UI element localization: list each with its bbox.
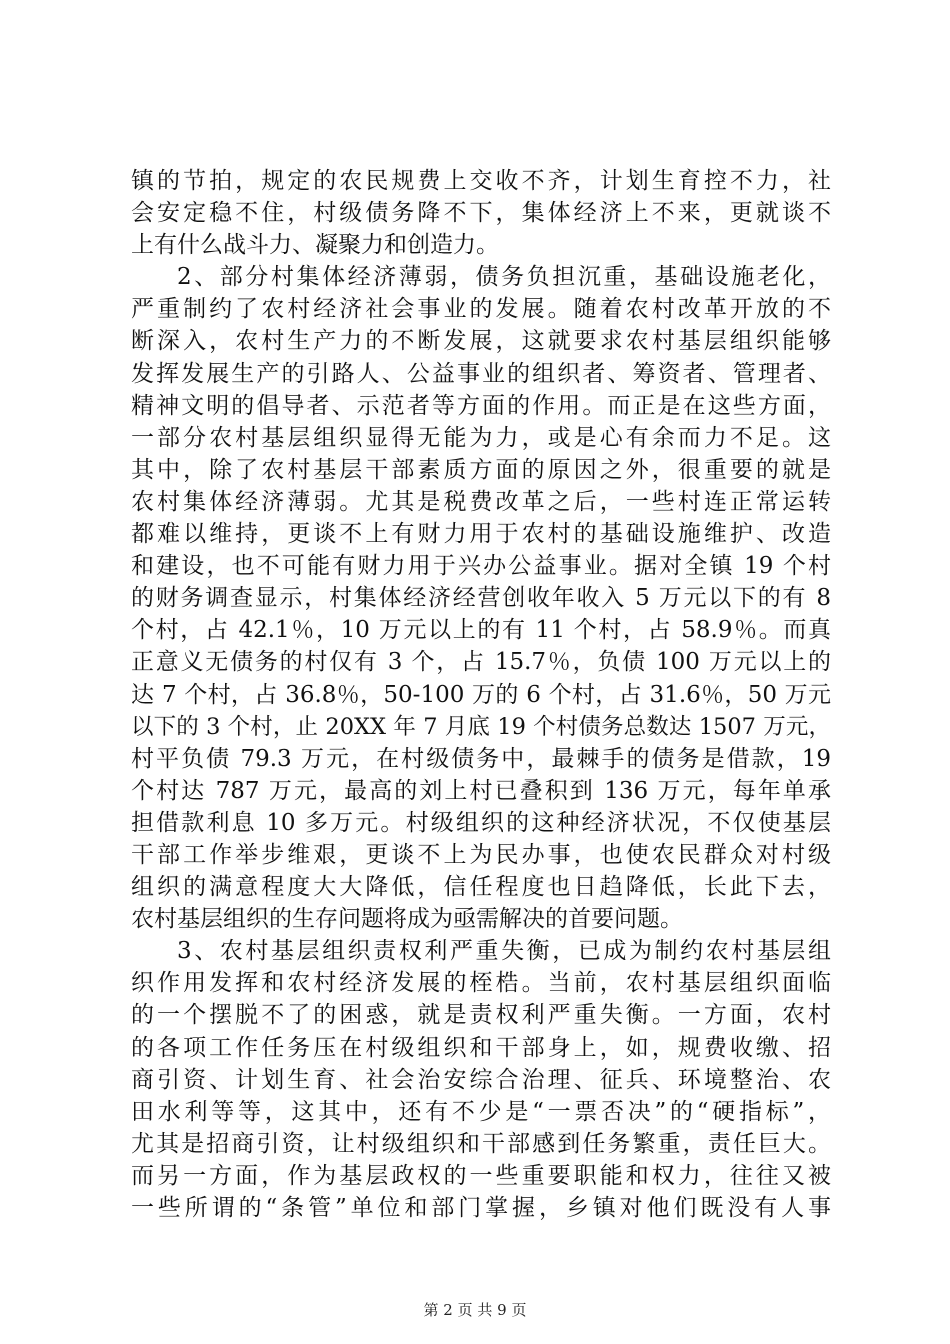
text-line: 会安定稳不住，村级债务降不下，集体经济上不来，更就谈不 [131, 200, 831, 227]
document-body [131, 165, 831, 1224]
text-line: 正意义无债务的村仅有 3 个，占 15.7％，负债 100 万元以上的 [131, 649, 831, 676]
page-footer: 第 2 页 共 9 页 [423, 1301, 527, 1319]
text-line: 干部工作举步维艰，更谈不上为民办事，也使农民群众对村级 [131, 841, 831, 868]
text-line: 个村达 787 万元，最高的刘上村已叠积到 136 万元，每年单承 [131, 777, 831, 804]
text-line: 商引资、计划生育、社会治安综合治理、征兵、环境整治、农 [131, 1066, 831, 1093]
text-line: 3、农村基层组织责权利严重失衡，已成为制约农村基层组 [177, 938, 831, 965]
text-line: 一些所谓的“条管”单位和部门掌握，乡镇对他们既没有人事 [131, 1195, 831, 1221]
text-line: 断深入，农村生产力的不断发展，这就要求农村基层组织能够 [131, 328, 831, 355]
text-line: 镇的节拍，规定的农民规费上交收不齐，计划生育控不力，社 [131, 168, 831, 194]
text-line: 以下的 3 个村，止 20XX 年 7 月底 19 个村债务总数达 1507 万元， [131, 713, 831, 740]
text-line: 农村集体经济薄弱。尤其是税费改革之后，一些村连正常运转 [131, 488, 831, 515]
text-line: 其中，除了农村基层干部素质方面的原因之外，很重要的就是 [131, 456, 831, 483]
text-line: 尤其是招商引资，让村级组织和干部感到任务繁重，责任巨大。 [131, 1130, 831, 1157]
text-line: 达 7 个村，占 36.8％，50-100 万的 6 个村，占 31.6％，50 万元 [131, 681, 831, 708]
text-line: 发挥发展生产的引路人、公益事业的组织者、筹资者、管理者、 [131, 360, 831, 387]
text-line: 的财务调查显示，村集体经济经营创收年收入 5 万元以下的有 8 [131, 585, 831, 612]
text-line: 一部分农村基层组织显得无能为力，或是心有余而力不足。这 [131, 424, 831, 451]
text-line: 织作用发挥和农村经济发展的桎梏。当前，农村基层组织面临 [131, 970, 831, 997]
text-line: 组织的满意程度大大降低，信任程度也日趋降低，长此下去， [131, 874, 831, 901]
text-line: 个村，占 42.1％，10 万元以上的有 11 个村，占 58.9％。而真 [131, 617, 831, 644]
text-line: 田水利等等，这其中，还有不少是“一票否决”的“硬指标”， [131, 1098, 831, 1125]
text-line: 的各项工作任务压在村级组织和干部身上，如，规费收缴、招 [131, 1034, 831, 1061]
text-line: 和建设，也不可能有财力用于兴办公益事业。据对全镇 19 个村 [131, 553, 831, 580]
text-line: 2、部分村集体经济薄弱，债务负担沉重，基础设施老化， [177, 264, 831, 291]
text-line: 严重制约了农村经济社会事业的发展。随着农村改革开放的不 [131, 296, 831, 323]
text-line: 都难以维持，更谈不上有财力用于农村的基础设施维护、改造 [131, 521, 831, 548]
text-line: 上有什么战斗力、凝聚力和创造力。 [131, 232, 499, 259]
text-line: 精神文明的倡导者、示范者等方面的作用。而正是在这些方面， [131, 392, 831, 419]
text-line: 村平负债 79.3 万元，在村级债务中，最棘手的债务是借款，19 [131, 745, 831, 772]
text-line: 而另一方面，作为基层政权的一些重要职能和权力，往往又被 [131, 1162, 831, 1189]
text-line: 担借款利息 10 多万元。村级组织的这种经济状况，不仅使基层 [131, 809, 831, 836]
text-line: 的一个摆脱不了的困惑，就是责权利严重失衡。一方面，农村 [131, 1002, 831, 1029]
text-line: 农村基层组织的生存问题将成为亟需解决的首要问题。 [131, 906, 683, 933]
